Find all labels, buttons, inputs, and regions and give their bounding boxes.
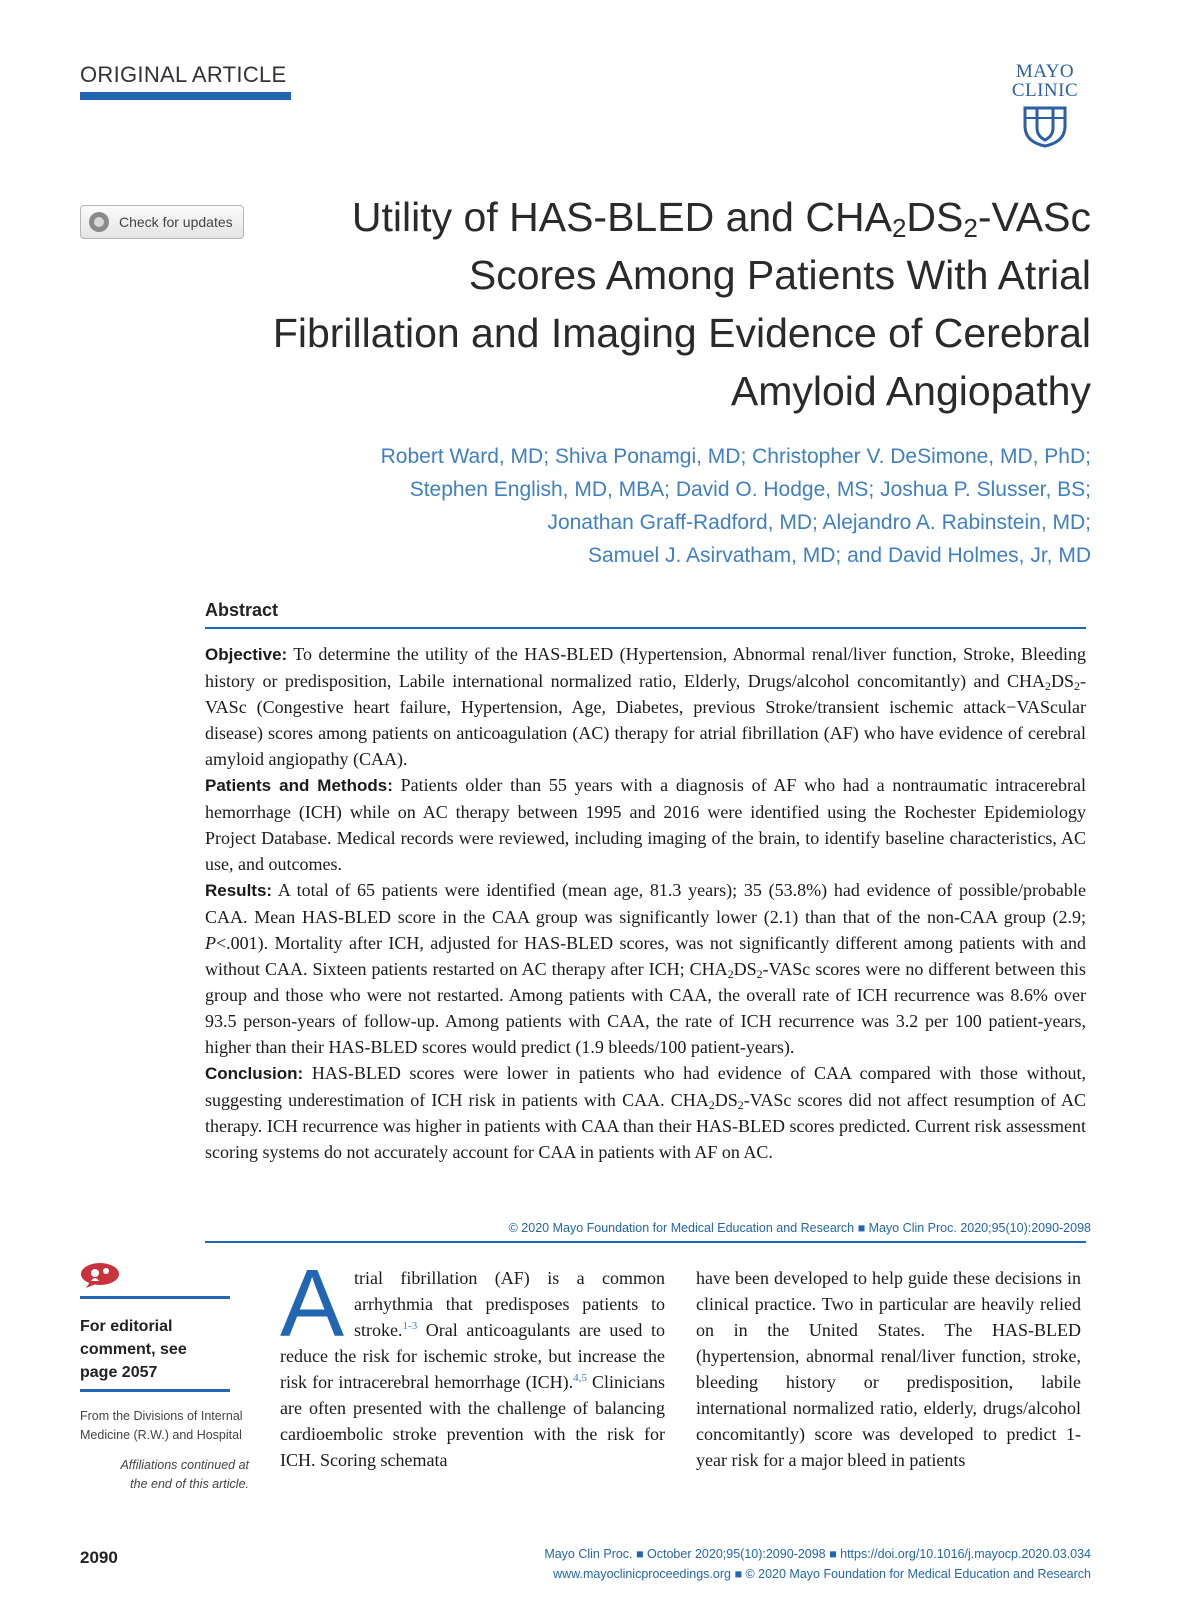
logo-line-mayo: MAYO xyxy=(1015,61,1075,82)
check-for-updates-label: Check for updates xyxy=(119,214,233,230)
abstract-conclusion: Conclusion: HAS-BLED scores were lower in patients who had evidence of CAA compared with those without, suggesting underestimation of ICH risk in patients with CAA. $CHA_2DS_2$-VASc scores did not affect resumption of AC therapy. ICH recurrence was higher in patients with CAA than their HAS-BLED scores predicted. Current risk assessment scoring systems do not accurately account for CAA in patients with AF on AC. xyxy=(205,1063,1086,1162)
affiliation-note: From the Divisions of Internal Medicine (R.W.) and Hospital xyxy=(80,1409,243,1442)
affiliation-continued: Affiliations continued at the end of this article. xyxy=(120,1458,249,1491)
body-column-right: have been developed to help guide these decisions in clinical practice. Two in particular are heavily relied on in the United States. The HAS-BLED (hypertension, abnormal renal/liver function, stroke, bleeding history or predisposition, labile international normalized ratio, elderly, drugs/alcohol concomitantly) score was developed to predict 1-year risk for a major bleed in patients xyxy=(696,1268,1081,1470)
author-line[interactable]: Jonathan Graff-Radford, MD; Alejandro A. Rabinstein, MD; xyxy=(547,511,1091,534)
article-title: Utility of HAS-BLED and $CHA_2DS_2$-VASc Scores Among Patients With Atrial Fibrillation and Imaging Evidence of Cerebral Amyloid Angiopathy xyxy=(272,194,1091,414)
footer-citation-line[interactable]: Mayo Clin Proc. ■ October 2020;95(10):2090-2098 ■ https://doi.org/10.1016/j.mayocp.2020.03.034 xyxy=(544,1547,1091,1561)
author-list xyxy=(271,440,1091,572)
footer-website-line[interactable]: www.mayoclinicproceedings.org ■ © 2020 Mayo Foundation for Medical Education and Research xyxy=(553,1567,1091,1581)
check-for-updates-button[interactable] xyxy=(80,205,244,239)
logo-line-clinic: CLINIC xyxy=(1011,80,1079,101)
abstract-heading: Abstract xyxy=(205,600,279,620)
abstract-results: Results: A total of 65 patients were identified (mean age, 81.3 years); 35 (53.8%) had evidence of possible/probable CAA. Mean HAS-BLED score in the CAA group was significantly lower (2.1) than that of the non-CAA group (2.9; P<.001). Mortality after ICH, adjusted for HAS-BLED scores, was not significantly different among patients with and without CAA. Sixteen patients restarted on AC therapy after ICH; $CHA_2DS_2$-VASc scores were no different between this group and those who were not restarted. Among patients with CAA, the overall rate of ICH recurrence was 8.6% over 93.5 person-years of follow-up. Among patients with CAA, the rate of ICH recurrence was 3.2 per 100 patient-years, higher than their HAS-BLED scores would predict (1.9 bleeds/100 patient-years). xyxy=(205,880,1086,1057)
mayo-clinic-logo[interactable] xyxy=(995,62,1095,148)
reference-link[interactable]: 1-3 xyxy=(402,1320,418,1332)
abstract-methods: Patients and Methods: Patients older than 55 years with a diagnosis of AF who had a nontraumatic intracerebral hemorrhage (ICH) while on AC therapy between 1995 and 2016 were identified using the Rochester Epidemiology Project Database. Medical records were reviewed, including imaging of the brain, to identify baseline characteristics, AC use, and outcomes. xyxy=(205,775,1086,874)
editorial-comment-icon xyxy=(80,1262,120,1288)
abstract-copyright[interactable]: © 2020 Mayo Foundation for Medical Education and Research ■ Mayo Clin Proc. 2020;95(10):2090-2098 xyxy=(508,1221,1091,1235)
sidebar-rule-bottom xyxy=(80,1389,230,1392)
section-rule xyxy=(80,92,291,100)
author-line[interactable]: Robert Ward, MD; Shiva Ponamgi, MD; Christopher V. DeSimone, MD, PhD; xyxy=(380,445,1091,468)
author-line[interactable]: Stephen English, MD, MBA; David O. Hodge, MS; Joshua P. Slusser, BS; xyxy=(409,478,1091,501)
abstract-body xyxy=(205,641,1086,1165)
body-column-left: Atrial fibrillation (AF) is a common arrhythmia that predisposes patients to stroke.$^{1-3}$ Oral anticoagulants are used to reduce the risk for ischemic stroke, but increase the risk for intracerebral hemorrhage (ICH).$^{4,5}$ Clinicians are often presented with the challenge of balancing cardioembolic stroke prevention with the risk for ICH. Scoring schemata xyxy=(280,1250,665,1470)
section-label: ORIGINAL ARTICLE xyxy=(80,62,287,87)
abstract-bottom-rule xyxy=(205,1241,1086,1243)
page-footer xyxy=(544,1544,1091,1584)
drop-cap: A xyxy=(280,1250,345,1357)
author-line[interactable]: Samuel J. Asirvatham, MD; and David Holmes, Jr, MD xyxy=(588,544,1091,567)
crossmark-icon xyxy=(89,212,109,232)
sidebar-rule-top xyxy=(80,1296,230,1299)
abstract-rule xyxy=(205,627,1086,629)
mayo-shield-icon xyxy=(1021,104,1069,148)
editorial-comment-link[interactable]: For editorial comment, see page 2057 xyxy=(80,1318,187,1381)
abstract-objective: Objective: To determine the utility of the HAS-BLED (Hypertension, Abnormal renal/liver function, Stroke, Bleeding history or predisposition, Labile international normalized ratio, Elderly, Drugs/alcohol concomitantly) and $CHA_2DS_2$-VASc (Congestive heart failure, Hypertension, Age, Diabetes, previous Stroke/transient ischemic attack−VAScular disease) scores among patients on anticoagulation (AC) therapy for atrial fibrillation (AF) who have evidence of cerebral amyloid angiopathy (CAA). xyxy=(205,644,1086,769)
page-number: 2090 xyxy=(80,1548,118,1567)
reference-link[interactable]: 4,5 xyxy=(573,1372,587,1384)
